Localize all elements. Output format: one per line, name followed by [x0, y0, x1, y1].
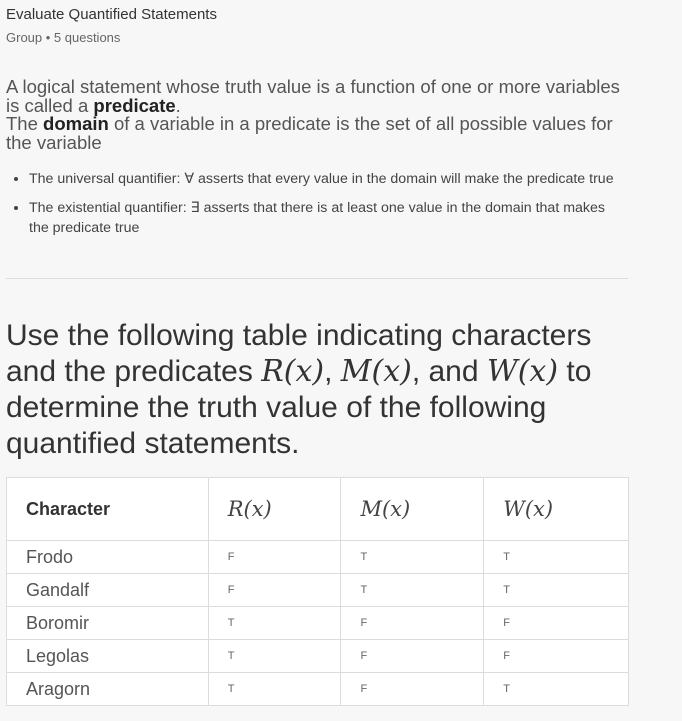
list-item: • The existential quantifier: ∃ asserts that there is at least one value in the domain that makes the predicate true [29, 198, 628, 238]
m-value: T [341, 541, 484, 574]
intro-p1-pre: A logical statement whose truth value is a function of one or more variables is called a [6, 76, 620, 116]
character-name: Aragorn [7, 673, 209, 706]
w-value: F [484, 607, 629, 640]
intro-text [6, 78, 636, 152]
intro-p2-pre: The [6, 113, 44, 134]
column-header-m: M(x) [341, 478, 484, 541]
r-value: T [208, 640, 341, 673]
question-post: to determine the truth value of the following quantified statements. [6, 355, 592, 460]
predicate-w: W(x) [486, 354, 559, 389]
predicate-table [6, 477, 629, 706]
table-row [7, 640, 629, 673]
character-name: Gandalf [7, 574, 209, 607]
r-value: T [208, 673, 341, 706]
character-name: Boromir [7, 607, 209, 640]
section-divider [6, 278, 628, 279]
column-header-w: W(x) [484, 478, 629, 541]
intro-p2-term: domain [43, 113, 109, 134]
intro-p1-term: predicate [93, 94, 176, 116]
page-title: Evaluate Quantified Statements [6, 6, 217, 23]
question-mid: , and [411, 355, 487, 388]
r-value: F [208, 541, 341, 574]
table-row [7, 673, 629, 706]
table-row [7, 541, 629, 574]
m-value: T [341, 574, 484, 607]
quantifier-list [6, 169, 628, 247]
w-value: T [484, 574, 629, 607]
table-header-row [7, 478, 629, 541]
m-value: F [341, 673, 484, 706]
column-header-character: Character [7, 478, 209, 541]
question-pre: Use the following table indicating characters and the predicates [6, 319, 592, 388]
list-item: • The universal quantifier: ∀ asserts that every value in the domain will make the predicate true [29, 169, 628, 189]
predicate-r: R(x) [261, 354, 325, 389]
r-value: F [208, 574, 341, 607]
question-prompt [6, 318, 636, 462]
character-name: Legolas [7, 640, 209, 673]
intro-p2-post: of a variable in a predicate is the set of all possible values for the variable [6, 113, 613, 153]
table-row [7, 574, 629, 607]
w-value: T [484, 673, 629, 706]
w-value: T [484, 541, 629, 574]
column-header-r: R(x) [208, 478, 341, 541]
table-row [7, 607, 629, 640]
w-value: F [484, 640, 629, 673]
page-subtitle: Group • 5 questions [6, 30, 121, 45]
r-value: T [208, 607, 341, 640]
character-name: Frodo [7, 541, 209, 574]
question-sep: , [324, 355, 341, 388]
predicate-m: M(x) [340, 354, 412, 389]
m-value: F [341, 640, 484, 673]
m-value: F [341, 607, 484, 640]
intro-p1-post: . [175, 94, 181, 116]
